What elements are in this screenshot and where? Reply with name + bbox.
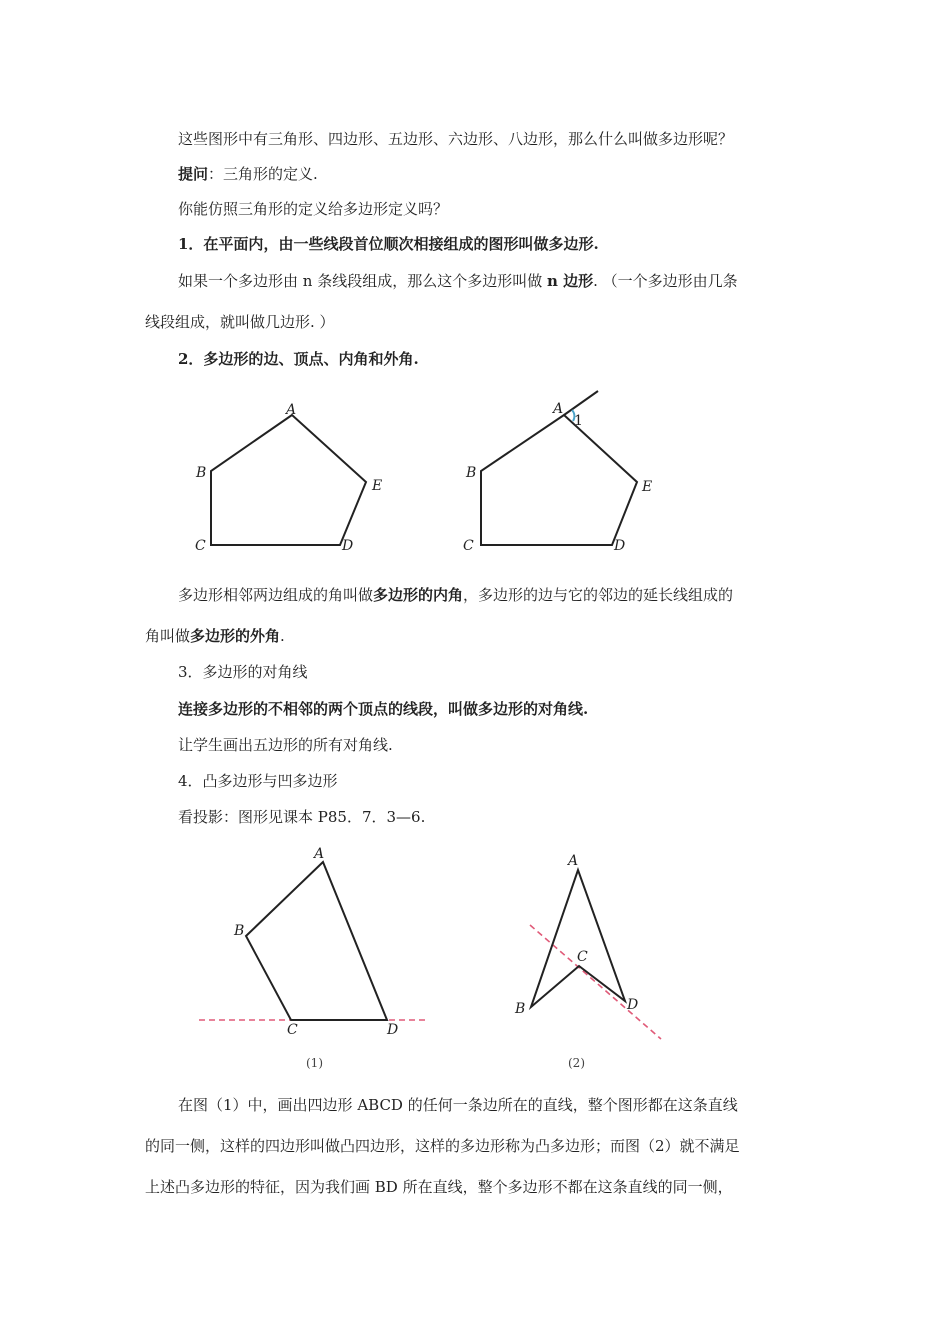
n-gon-text-a: 如果一个多边形由 n 条线段组成，那么这个多边形叫做 — [178, 272, 547, 290]
paragraph-define-prompt: 你能仿照三角形的定义给多边形定义吗？ — [178, 200, 449, 218]
label-a-left: A — [286, 402, 297, 418]
concave-label-c: C — [577, 949, 588, 965]
ask-label: 提问 — [178, 165, 209, 183]
label-d-right: D — [614, 538, 626, 554]
paragraph-convex-b: 的同一侧，这样的四边形叫做凸四边形，这样的多边形称为凸多边形；而图（2）就不满足 — [145, 1137, 740, 1155]
definition-diagonal: 连接多边形的不相邻的两个顶点的线段，叫做多边形的对角线. — [178, 700, 589, 718]
n-gon-term: n 边形 — [546, 272, 594, 290]
convex-label-b: B — [234, 923, 245, 939]
paragraph-angles-cont — [145, 626, 285, 646]
caption-figure-2: (2) — [568, 1056, 585, 1070]
label-a-right: A — [553, 401, 564, 417]
concave-label-a: A — [568, 853, 579, 869]
paragraph-n-gon-cont: 线段组成，就叫做几边形. ） — [145, 313, 335, 331]
ask-text: ：三角形的定义. — [208, 165, 318, 183]
definition-polygon: 1．在平面内，由一些线段首位顺次相接组成的图形叫做多边形. — [178, 235, 599, 253]
paragraph-convex-c: 上述凸多边形的特征，因为我们画 BD 所在直线，整个多边形不都在这条直线的同一侧， — [145, 1178, 733, 1196]
paragraph-question: 这些图形中有三角形、四边形、五边形、六边形、八边形，那么什么叫做多边形呢？ — [178, 130, 734, 148]
label-b-left: B — [196, 465, 207, 481]
concave-label-d: D — [627, 997, 639, 1013]
quadrilateral-figures — [195, 843, 675, 1078]
pentagon-right — [481, 415, 637, 545]
angles-text-c: 角叫做 — [145, 627, 191, 645]
heading-sides-vertices: 2．多边形的边、顶点、内角和外角. — [178, 350, 419, 368]
convex-label-d: D — [387, 1022, 399, 1038]
concave-label-b: B — [515, 1001, 526, 1017]
paragraph-exercise: 让学生画出五边形的所有对角线. — [178, 736, 393, 754]
angles-text-d: . — [280, 627, 285, 645]
n-gon-text-b: . （一个多边形由几条 — [593, 272, 738, 290]
label-e-right: E — [642, 479, 653, 495]
convex-label-a: A — [314, 846, 325, 862]
angles-text-a: 多边形相邻两边组成的角叫做 — [178, 586, 374, 604]
paragraph-n-gon — [178, 271, 738, 291]
convex-label-c: C — [287, 1022, 298, 1038]
caption-figure-1: (1) — [306, 1056, 323, 1070]
pentagon-left — [211, 415, 366, 545]
interior-angle-term: 多边形的内角 — [373, 586, 464, 604]
pentagon-figures — [190, 388, 690, 558]
label-b-right: B — [466, 465, 477, 481]
label-c-left: C — [195, 538, 206, 554]
label-d-left: D — [342, 538, 354, 554]
exterior-angle-term: 多边形的外角 — [190, 627, 281, 645]
label-1-right: 1 — [574, 413, 583, 429]
paragraph-ask — [178, 164, 318, 184]
label-c-right: C — [463, 538, 474, 554]
concave-dashed-line — [530, 925, 661, 1039]
heading-diagonal: 3．多边形的对角线 — [178, 663, 308, 681]
label-e-left: E — [372, 478, 383, 494]
angles-text-b: ，多边形的边与它的邻边的延长线组成的 — [463, 586, 734, 604]
paragraph-convex-a: 在图（1）中，画出四边形 ABCD 的任何一条边所在的直线，整个图形都在这条直线 — [178, 1096, 738, 1114]
extension-line — [564, 391, 598, 415]
paragraph-projection: 看投影：图形见课本 P85．7．3—6. — [178, 808, 426, 826]
paragraph-angles — [178, 585, 733, 605]
heading-convex-concave: 4．凸多边形与凹多边形 — [178, 772, 338, 790]
convex-quadrilateral — [246, 862, 387, 1020]
